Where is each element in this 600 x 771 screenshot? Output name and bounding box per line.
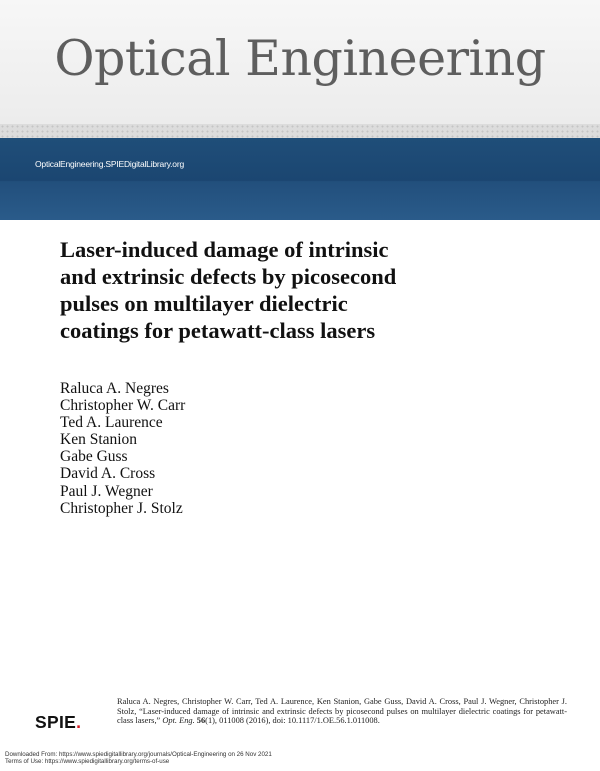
downloaded-from-line: Downloaded From: https://www.spiedigitallibrary.org/journals/Optical-Engineering on 26 Nov 2021 [5, 751, 272, 758]
spie-logo-dot: . [76, 712, 82, 732]
citation-text: Raluca A. Negres, Christopher W. Carr, Ted A. Laurence, Ken Stanion, Gabe Guss, David A. Cross, Paul J. Wegner, Christopher J. Stolz, “Laser-induced damage of intrinsic and extrinsic defects by picosecond pulses on multilayer dielectric coatings for petawatt-class lasers,” [117, 697, 567, 726]
dotted-divider [0, 124, 600, 138]
journal-title: Optical Engineering [54, 30, 546, 87]
journal-url-link[interactable]: OpticalEngineering.SPIEDigitalLibrary.org [35, 159, 184, 169]
author-name: Gabe Guss [60, 448, 128, 466]
citation-issue: (1), 011008 (2016), doi: 10.1117/1.OE.56.1.011008. [205, 716, 380, 726]
paper-title-line: and extrinsic defects by picosecond [60, 264, 397, 289]
paper-title-line: coatings for petawatt-class lasers [60, 318, 376, 343]
citation-journal: Opt. Eng. [162, 716, 195, 726]
paper-title [60, 236, 480, 344]
journal-banner [0, 138, 600, 220]
journal-masthead [0, 0, 600, 124]
spie-logo [35, 712, 81, 733]
spie-logo-text: SPIE [35, 712, 77, 732]
author-name: Christopher W. Carr [60, 397, 186, 415]
author-name: Ted A. Laurence [60, 414, 163, 432]
author-name: Christopher J. Stolz [60, 499, 183, 517]
citation-volume: 56 [196, 716, 206, 726]
author-name: Paul J. Wegner [60, 482, 153, 500]
author-list [60, 380, 185, 517]
terms-of-use-line: Terms of Use: https://www.spiedigitallibrary.org/terms-of-use [5, 758, 170, 766]
download-footer [5, 751, 272, 766]
paper-title-line: Laser-induced damage of intrinsic [60, 237, 389, 262]
author-name: Ken Stanion [60, 431, 138, 449]
author-name: Raluca A. Negres [60, 380, 169, 397]
paper-title-line: pulses on multilayer dielectric [60, 291, 348, 316]
citation-block [117, 697, 567, 726]
author-name: David A. Cross [60, 465, 156, 483]
